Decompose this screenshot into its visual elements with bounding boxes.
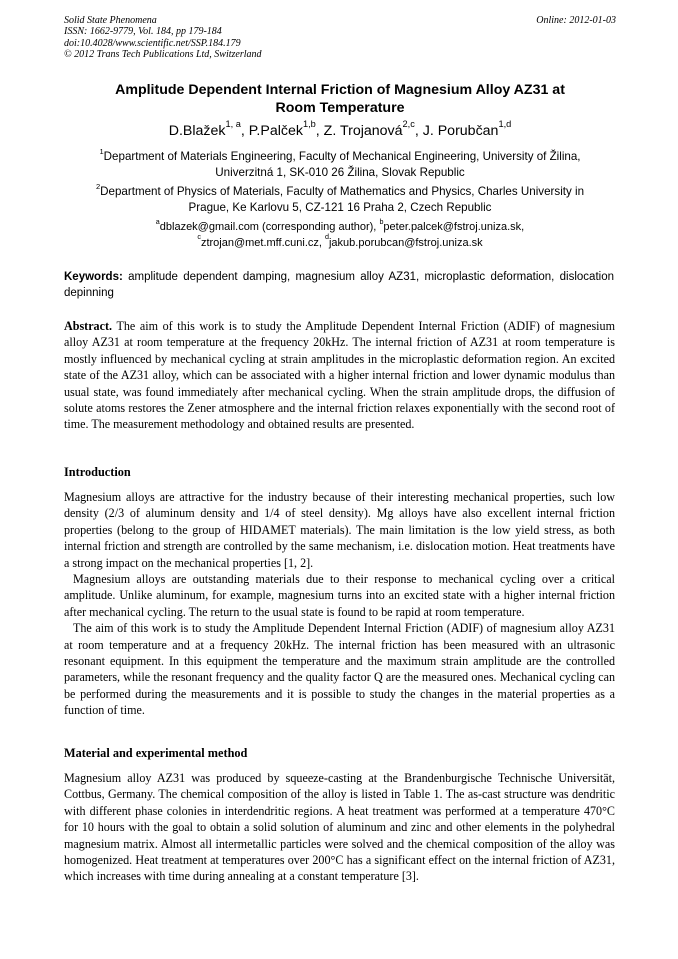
email-superscript: a: [155, 217, 160, 226]
material-body: [64, 770, 615, 885]
author-emails: [64, 217, 616, 251]
abstract: [64, 318, 615, 433]
affiliation-number: 2: [95, 181, 101, 191]
email-link[interactable]: jakub.porubcan@fstroj.uniza.sk: [328, 236, 483, 249]
author-superscript: 1,d: [498, 119, 512, 130]
author-superscript: 1, a: [225, 119, 241, 130]
keywords-text: amplitude dependent damping, magnesium alloy AZ31, microplastic deformation, dislocation depinning: [64, 271, 614, 299]
author-list: D.Blažek$^{1, a}$, P.Palček$^{1,b}$, Z. Trojanová$^{2,c}$, J. Porubčan$^{1,d}$: [168, 119, 512, 139]
journal-name: Solid State Phenomena: [64, 15, 157, 26]
keywords-label: Keywords:: [64, 271, 123, 283]
paragraph: Magnesium alloys are outstanding materials due to their response to mechanical cycling over a critical amplitude. Unlike aluminum, for example, magnesium turns into an excited state with a higher internal friction after mechanical cycling. The return to the usual state is found to be rapid at room temperature.: [64, 572, 615, 619]
author-name: P.Palček: [248, 123, 303, 139]
email-link[interactable]: ztrojan@met.mff.cuni.cz,: [200, 236, 322, 249]
author-superscript: 1,b: [302, 119, 316, 130]
section-heading-material: Material and experimental method: [64, 746, 248, 760]
affiliation-line: Prague, Ke Karlovu 5, CZ-121 16 Praha 2, Czech Republic: [188, 201, 492, 214]
affiliation-line: Department of Physics of Materials, Faculty of Mathematics and Physics, Charles University in: [100, 185, 585, 198]
affiliation-1: [64, 146, 616, 181]
author-superscript: 2,c: [402, 119, 415, 130]
keywords: [64, 269, 614, 301]
author-name: D.Blažek: [168, 123, 226, 139]
email-link[interactable]: peter.palcek@fstroj.uniza.sk,: [383, 221, 525, 233]
title-line-1: Amplitude Dependent Internal Friction of Magnesium Alloy AZ31 at: [115, 82, 565, 98]
introduction-body: [64, 489, 615, 719]
paper-title: [64, 81, 616, 117]
email-superscript: d: [325, 233, 329, 242]
paragraph: The aim of this work is to study the Amplitude Dependent Internal Friction (ADIF) of magnesium alloy AZ31 at room temperature and at a frequency 20kHz. The internal friction has been measured with an ultrasonic resonant equipment. In this equipment the temperature and the maximum strain amplitude are the controlled parameters, while the resonant frequency and the quality factor Q are the measured ones. Mechanical cycling can be performed during the measurements and it is possible to study the changes in the material properties as a function of time.: [64, 621, 615, 718]
paragraph: Magnesium alloy AZ31 was produced by squeeze-casting at the Brandenburgische Technische Universität, Cottbus, Germany. The chemical composition of the alloy is listed in Table 1. The as-cast structure was dendritic with different phase colonies in interdendritic regions. A heat treatment was performed at a temperature 470°C for 10 hours with the goal to obtain a solid solution of aluminum and zinc and other elements in the polyhedral magnesium matrix. Almost all intermetallic particles were solved and the chemical composition of the alloy was homogenized. Heat treatment at temperatures over 200°C has a significant effect on the internal friction of AZ31, which increases with time during annealing at a constant temperature [3].: [64, 771, 615, 884]
abstract-label: Abstract.: [64, 319, 113, 333]
author-name: Z. Trojanová: [323, 123, 403, 139]
online-date: Online: 2012-01-03: [536, 15, 616, 26]
abstract-text: The aim of this work is to study the Amplitude Dependent Internal Friction (ADIF) of magnesium alloy AZ31 at room temperature at the frequency 20kHz. The internal friction of AZ31 at room temperature is mostly influenced by mechanical cycling at strain amplitudes in the microplastic deformation region. An excited state of the AZ31 alloy, which can be associated with a higher internal friction and lower dynamic modulus than usual state, was found immediately after mechanical cycling. When the strain amplitude drops, the diffusion of solute atoms restores the Zener atmosphere and the internal friction relaxes exponentially with the second root of time. The measurement methodology and obtained results are presented.: [64, 319, 615, 432]
paragraph: Magnesium alloys are attractive for the industry because of their interesting mechanical properties, such low density (2/3 of aluminum density and 1/4 of steel density). Mg alloys have also excellent internal friction properties (belong to the group of HIDAMET materials). The main limitation is the low yield stress, as both internal friction and strength are controlled by the same mechanism, i.e. dislocation motion. Heat treatments have a strong impact on the mechanical properties [1, 2].: [64, 490, 615, 570]
affiliation-number: 1: [99, 146, 104, 156]
email-superscript: c: [197, 233, 201, 242]
section-heading-introduction: Introduction: [64, 465, 131, 479]
affiliation-line: Department of Materials Engineering, Faculty of Mechanical Engineering, University of Žilina,: [103, 150, 581, 163]
title-line-2: Room Temperature: [275, 100, 405, 116]
affiliation-2: [64, 181, 616, 216]
email-superscript: b: [379, 217, 384, 226]
author-name: J. Porubčan: [422, 123, 499, 139]
email-link[interactable]: dblazek@gmail.com (corresponding author),: [159, 221, 377, 233]
doi-line: doi:10.4028/www.scientific.net/SSP.184.179: [64, 37, 241, 49]
journal-header: [64, 15, 616, 60]
affiliation-line: Univerzitná 1, SK-010 26 Žilina, Slovak Republic: [215, 166, 465, 179]
copyright-line: © 2012 Trans Tech Publications Ltd, Switzerland: [64, 48, 262, 60]
issn-line: ISSN: 1662-9779, Vol. 184, pp 179-184: [64, 26, 222, 38]
